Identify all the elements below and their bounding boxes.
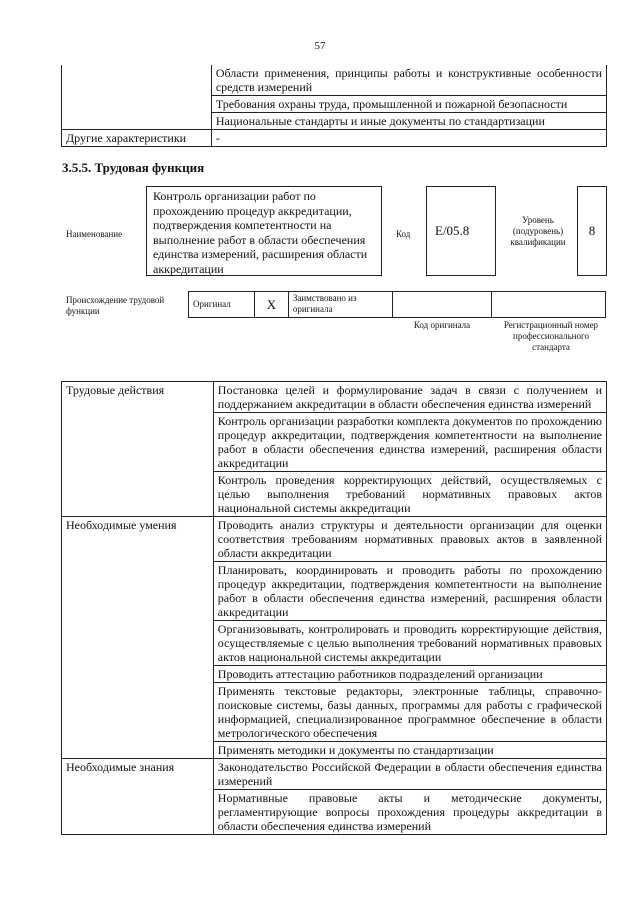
name-box <box>146 186 382 276</box>
main-function-table <box>61 381 607 835</box>
level-box <box>577 186 607 276</box>
origin-table <box>188 291 606 318</box>
section-heading: 3.5.5. Трудовая функция <box>62 160 205 175</box>
table-row <box>62 382 607 413</box>
code-original-cell <box>392 292 492 318</box>
name-value: Контроль организации работ по прохождению процедур аккредитации, подтверждения компетентности на выполнение работ в области обеспечения единства измерений, расширения области аккредитации <box>153 189 368 276</box>
other-characteristics-label: Другие характеристики <box>62 130 212 147</box>
code-original-label: Код оригинала <box>413 320 471 330</box>
empty-label-cell <box>62 65 212 130</box>
code-box <box>426 186 496 276</box>
table-row <box>62 759 607 790</box>
section-item: Нормативные правовые акты и методические документы, регламентирующие вопросы прохождения процедуры аккредитации в области обеспечения единства измерений <box>213 790 606 835</box>
top-row-3: Национальные стандарты и иные документы по стандартизации <box>211 113 606 130</box>
section-item: Проводить аттестацию работников подразделений организации <box>213 666 606 683</box>
section-item: Постановка целей и формулирование задач в связи с получением и поддержанием аккредитации в области обеспечения единства измерений <box>213 382 606 413</box>
page-number: 57 <box>314 40 326 52</box>
top-row-2: Требования охраны труда, промышленной и пожарной безопасности <box>211 96 606 113</box>
code-value: E/05.8 <box>435 223 470 238</box>
original-label: Оригинал <box>189 292 255 318</box>
section-item: Планировать, координировать и проводить работы по прохождению процедур аккредитации, подтверждения компетентности на выполнение работ в области обеспечения единства измерений, расширения области аккредитации <box>213 562 606 621</box>
section-item: Применять текстовые редакторы, электронные таблицы, справочно-поисковые системы, базы данных, программы для работы с графической информацией, специализированное программное обеспечение в области метрологического обеспечения <box>213 683 606 742</box>
section-item: Контроль проведения корректирующих действий, осуществляемых с целью выполнения требований нормативных правовых актов национальной системы аккредитации <box>213 472 606 517</box>
name-label: Наименование <box>66 229 123 239</box>
original-mark: X <box>254 292 288 318</box>
section-item: Организовывать, контролировать и проводить корректирующие действия, осуществляемые с целью выполнения требований нормативных правовых актов национальной системы аккредитации <box>213 621 606 666</box>
section-item: Применять методики и документы по стандартизации <box>213 742 606 759</box>
table-row <box>62 517 607 562</box>
reg-number-label: Регистрационный номер профессионального стандарта <box>503 320 599 352</box>
section-item: Законодательство Российской Федерации в области обеспечения единства измерений <box>213 759 606 790</box>
level-value: 8 <box>588 223 596 238</box>
section-item: Проводить анализ структуры и деятельности организации для оценки соответствия требованиям нормативных правовых актов в заявленной области аккредитации <box>213 517 606 562</box>
code-label: Код <box>396 229 411 239</box>
section-label: Необходимые умения <box>62 517 214 759</box>
reg-number-cell <box>492 292 606 318</box>
section-label: Необходимые знания <box>62 759 214 835</box>
section-label: Трудовые действия <box>62 382 214 517</box>
top-row-1: Области применения, принципы работы и конструктивные особенности средств измерений <box>211 65 606 96</box>
borrowed-label: Заимствовано из оригинала <box>288 292 392 318</box>
top-characteristics-table <box>61 65 607 147</box>
level-label: Уровень (подуровень) квалификации <box>510 215 566 247</box>
section-item: Контроль организации разработки комплекта документов по прохождению процедур аккредитации, подтверждения компетентности на выполнение работ в области обеспечения единства измерений, расширения области аккредитации <box>213 413 606 472</box>
other-characteristics-value: - <box>211 130 606 147</box>
origin-label: Происхождение трудовой функции <box>66 295 165 316</box>
